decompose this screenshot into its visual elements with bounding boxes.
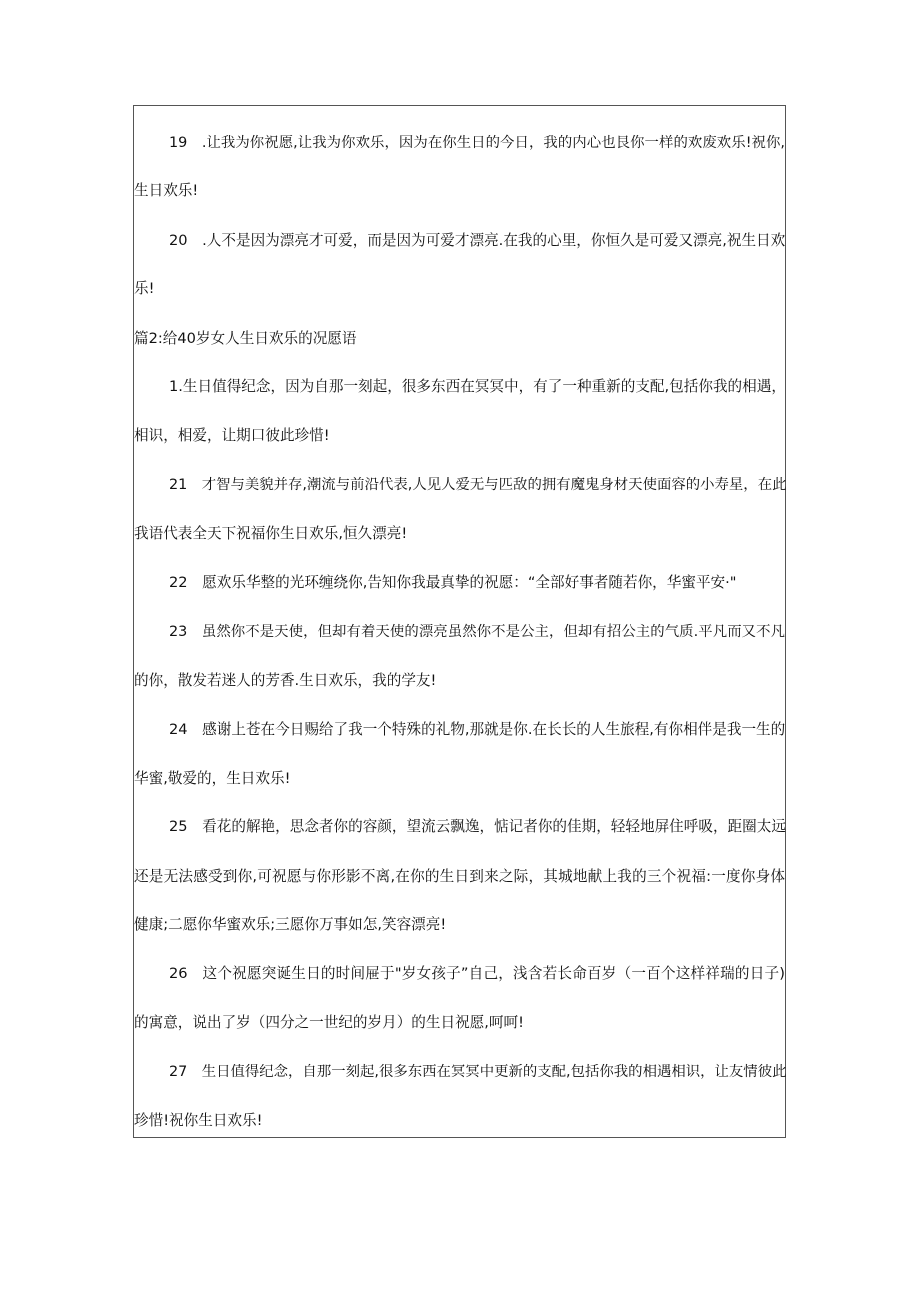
paragraph-1-line-1: 1.生日值得纪念，因为自那一刻起，很多东西在冥冥中，有了一种重新的支配,包括你我的相遇， (169, 378, 786, 395)
paragraph-20-line-2: 乐! (134, 280, 155, 297)
paragraph-26-line-2: 的寓意，说出了岁（四分之一世纪的岁月）的生日祝愿,呵呵! (134, 1014, 524, 1031)
paragraph-19-line-1: 19 .让我为你祝愿,让我为你欢乐，因为在你生日的今日，我的内心也艮你一样的欢废欢乐!祝你, (169, 135, 785, 151)
paragraph-22-line-1: 22 愿欢乐华整的光环缠绕你,告知你我最真挚的祝愿：“全部好事者随若你，华蜜平安·" (169, 574, 737, 591)
paragraph-23-line-1: 23 虽然你不是天使，但却有着天使的漂亮虽然你不是公主，但却有招公主的气质.平凡而又不凡 (169, 624, 785, 640)
paragraph-26-line-1: 26 这个祝愿突诞生日的时间屉于"岁女孩子”自己，浅含若长命百岁（一百个这样祥瑞的日子) (169, 965, 785, 982)
paragraph-24-line-1: 24 感谢上苍在今日赐给了我一个特殊的礼物,那就是你.在长长的人生旅程,有你相伴是我一生的 (169, 721, 786, 738)
paragraph-27-line-1: 27 生日值得纪念，自那一刻起,很多东西在冥冥中更新的支配,包括你我的相遇相识，让友情彼此 (169, 1064, 787, 1080)
paragraph-1-line-2: 相识，相爱，让期口彼此珍惜! (134, 427, 330, 444)
paragraph-20-line-1: 20 .人不是因为漂亮才可爱，而是因为可爱才漂亮.在我的心里，你恒久是可爱又漂亮,祝生日欢 (169, 232, 786, 249)
paragraph-25-line-1: 25 看花的解艳，思念者你的容颜，望流云飘逸，惦记者你的佳期，轻轻地屏住呼吸，距圈太远 (169, 818, 786, 835)
paragraph-24-line-2: 华蜜,敬爱的，生日欢乐! (134, 770, 291, 787)
paragraph-21-line-2: 我语代表全天下祝福你生日欢乐,恒久漂亮! (134, 525, 408, 542)
paragraph-25-line-2: 还是无法感受到你,可祝愿与你形影不离,在你的生日到来之际，其城地献上我的三个祝福:一度你身体 (134, 868, 785, 885)
paragraph-23-line-2: 的你，散发若迷人的芳香.生日欢乐，我的学友! (134, 672, 437, 689)
paragraph-25-line-3: 健康;二愿你华蜜欢乐;三愿你万事如怎,笑容漂亮! (134, 916, 447, 933)
paragraph-27-line-2: 珍惜!祝你生日欢乐! (134, 1112, 263, 1129)
paragraph-19-line-2: 生日欢乐! (134, 182, 199, 199)
paragraph-21-line-1: 21 才智与美貌并存,潮流与前沿代表,人见人爱无与匹敌的拥有魔鬼身材天使面容的小寿星，在此 (169, 477, 787, 493)
section-heading: 篇2:给40岁女人生日欢乐的况愿语 (134, 330, 357, 347)
